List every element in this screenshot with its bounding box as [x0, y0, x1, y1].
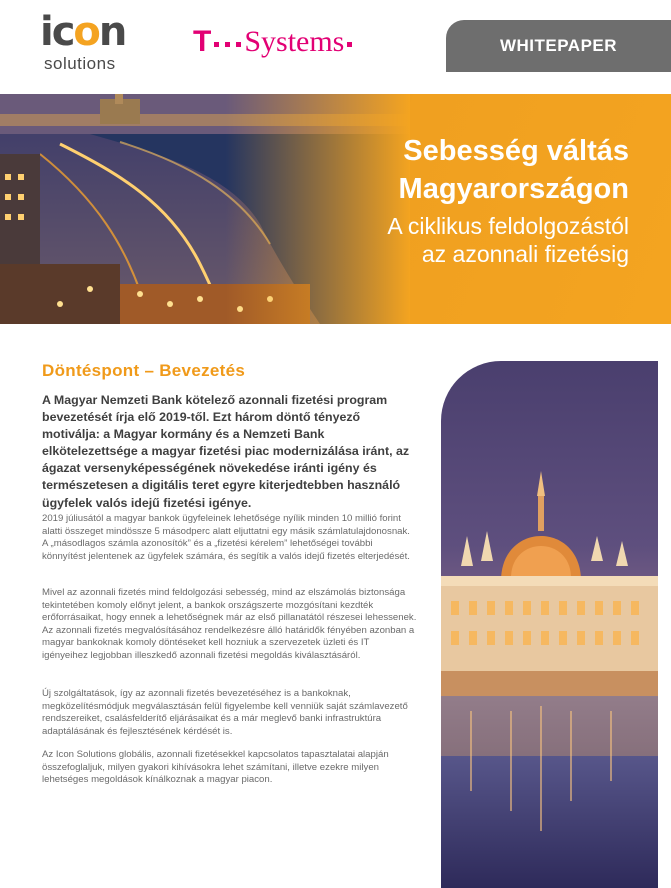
whitepaper-tab: WHITEPAPER [446, 20, 671, 72]
subtitle-line-2: az azonnali fizetésig [421, 241, 629, 267]
logo-subtitle: solutions [44, 54, 116, 73]
parliament-photo [441, 361, 658, 888]
body-paragraph-1: 2019 júliusától a magyar bankok ügyfeleinek lehetősége nyílik minden 10 millió forint alatti összeget mindössze 5 másodperc alatt eljuttatni egy másik számlatulajdonosnak. A „másodlagos számla azonosítók” és a „fizetési kérelem” lehetőségei további könnyítést jelentenek az ügyfelek számára, és segítik a valós idejű fizetés elterjedését. [42, 513, 410, 562]
budapest-night-photo [0, 94, 410, 324]
subtitle-line-1: A ciklikus feldolgozástól [387, 213, 629, 239]
page-header [0, 0, 671, 94]
body-paragraph-3: Új szolgáltatások, így az azonnali fizetés bevezetéséhez is a bankoknak, megközelítésmódjuk megválasztásán felül figyelembe kell venniük saját számlavezető rendszereiket, csalásfelderítő eljárásaikat és a már meglevő banki infrastruktúra adaptálásának és fejlesztésének kérdését is. [42, 688, 408, 737]
section-title: Döntéspont – Bevezetés [42, 361, 246, 380]
hero-title [387, 132, 629, 268]
lead-paragraph: A Magyar Nemzeti Bank kötelező azonnali fizetési program bevezetését írja elő 2019-től. Ezt három döntő tényező motiválja: a Magyar kormány és a Nemzeti Bank elkötelezettsége a magyar fizetési piac modernizálása iránt, az ágazat versenyképességének növekedése iránti igény és természetesen a digitális teret egyre kiterjedtebben használó ügyfelek valós idejű fizetési igénye. [42, 393, 410, 510]
icon-solutions-logo: icon [40, 9, 126, 55]
body-paragraph-4: Az Icon Solutions globális, azonnali fizetésekkel kapcsolatos tapasztalatai alapján összefoglaljuk, milyen gyakori kihívásokra lehet számítani, illetve ezekre milyen lehetséges megoldások kínálkoznak a magyar piacon. [42, 749, 389, 786]
hero-banner [0, 94, 671, 324]
title-line-1: Sebesség váltás [403, 135, 629, 167]
t-systems-logo: T Systems [193, 26, 355, 58]
title-line-2: Magyarországon [398, 173, 629, 205]
body-paragraph-2: Mivel az azonnali fizetés mind feldolgozási sebesség, mind az elszámolás biztonsága tekintetében komoly előnyt jelent, a bankok országszerte mozgósítani kezdték erőforrásaikat, hogy ennek a lehetőségnek már az első pillanatától részesei lehessenek. Az azonnali fizetés megvalósításához rendelkezésre álló határidők fényében azonban a magyar bankoknak komoly döntéseket kell hozniuk a szervezetek üzleti és IT igényeihez legjobban illeszkedő azonnali fizetési megoldás kiválasztásáról. [42, 587, 417, 661]
